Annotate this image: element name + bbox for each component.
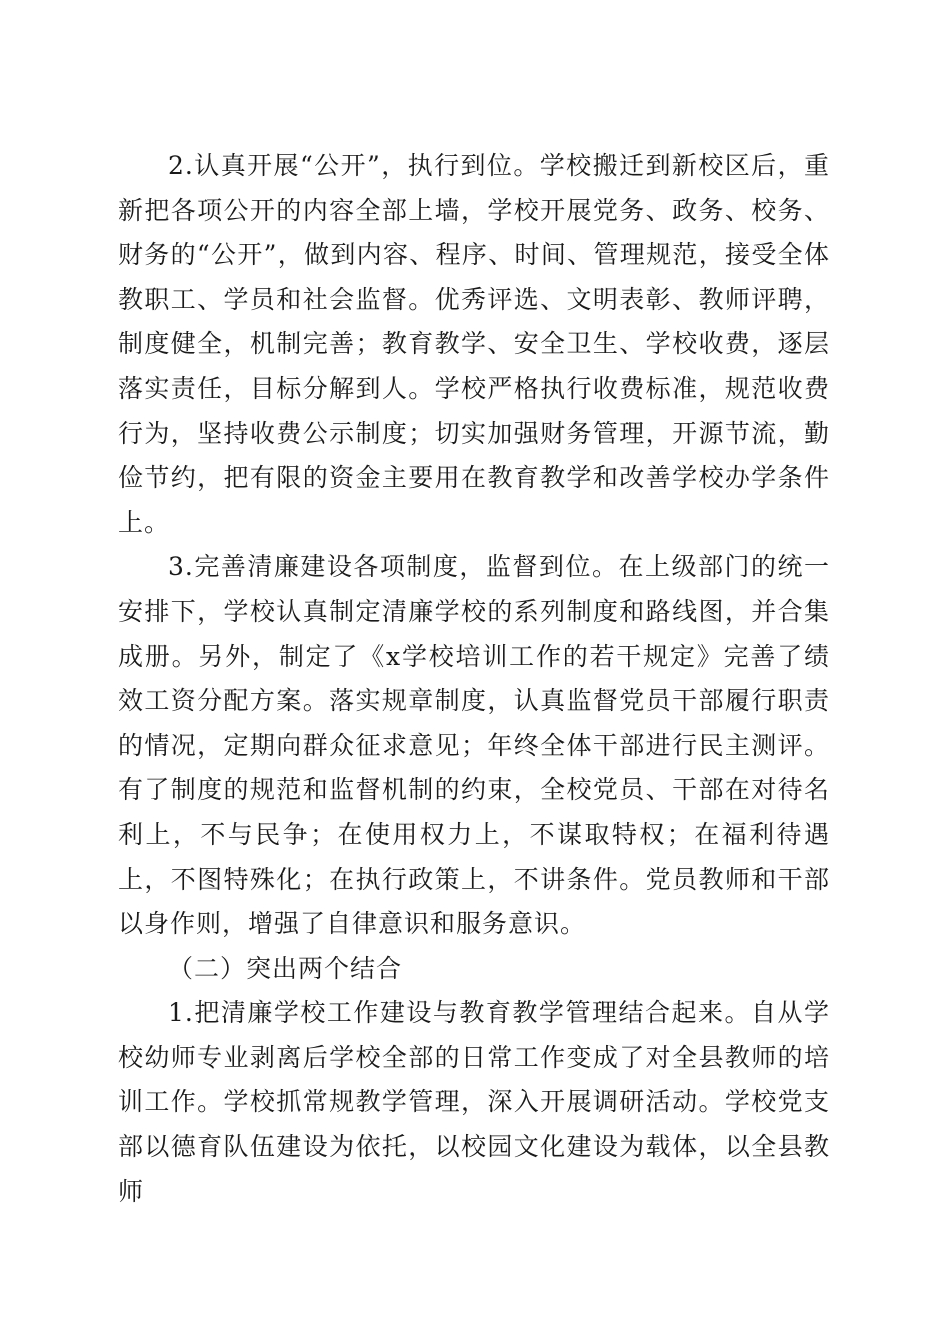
section-heading-two-combinations: （二）突出两个结合 xyxy=(168,953,403,983)
paragraph-publicity: 2.认真开展“公开”，执行到位。学校搬迁到新校区后，重新把各项公开的内容全部上墙，学校开展党务、政务、校务、财务的“公开”，做到内容、程序、时间、管理规范，接受全体教职工、学员和社会监督。优秀评选、文明表彰、教师评聘，制度健全，机制完善；教育教学、安全卫生、学校收费，逐层落实责任，目标分解到人。学校严格执行收费标准，规范收费行为，坚持收费公示制度；切实加强财务管理，开源节流，勤俭节约，把有限的资金主要用在教育教学和改善学校办学条件上。 xyxy=(118,151,830,537)
paragraph-regulations: 3.完善清廉建设各项制度，监督到位。在上级部门的统一安排下，学校认真制定清廉学校的系列制度和路线图，并合集成册。另外，制定了《x学校培训工作的若干规定》完善了绩效工资分配方案。落实规章制度，认真监督党员干部履行职责的情况，定期向群众征求意见；年终全体干部进行民主测评。有了制度的规范和监督机制的约束，全校党员、干部在对待名利上，不与民争；在使用权力上，不谋取特权；在福利待遇上，不图特殊化；在执行政策上，不讲条件。党员教师和干部以身作则，增强了自律意识和服务意识。 xyxy=(118,552,830,939)
document-body xyxy=(118,144,830,1214)
paragraph-teaching-management: 1.把清廉学校工作建设与教育教学管理结合起来。自从学校幼师专业剥离后学校全部的日常工作变成了对全县教师的培训工作。学校抓常规教学管理，深入开展调研活动。学校党支部以德育队伍建设为依托，以校园文化建设为载体，以全县教师 xyxy=(118,998,830,1206)
